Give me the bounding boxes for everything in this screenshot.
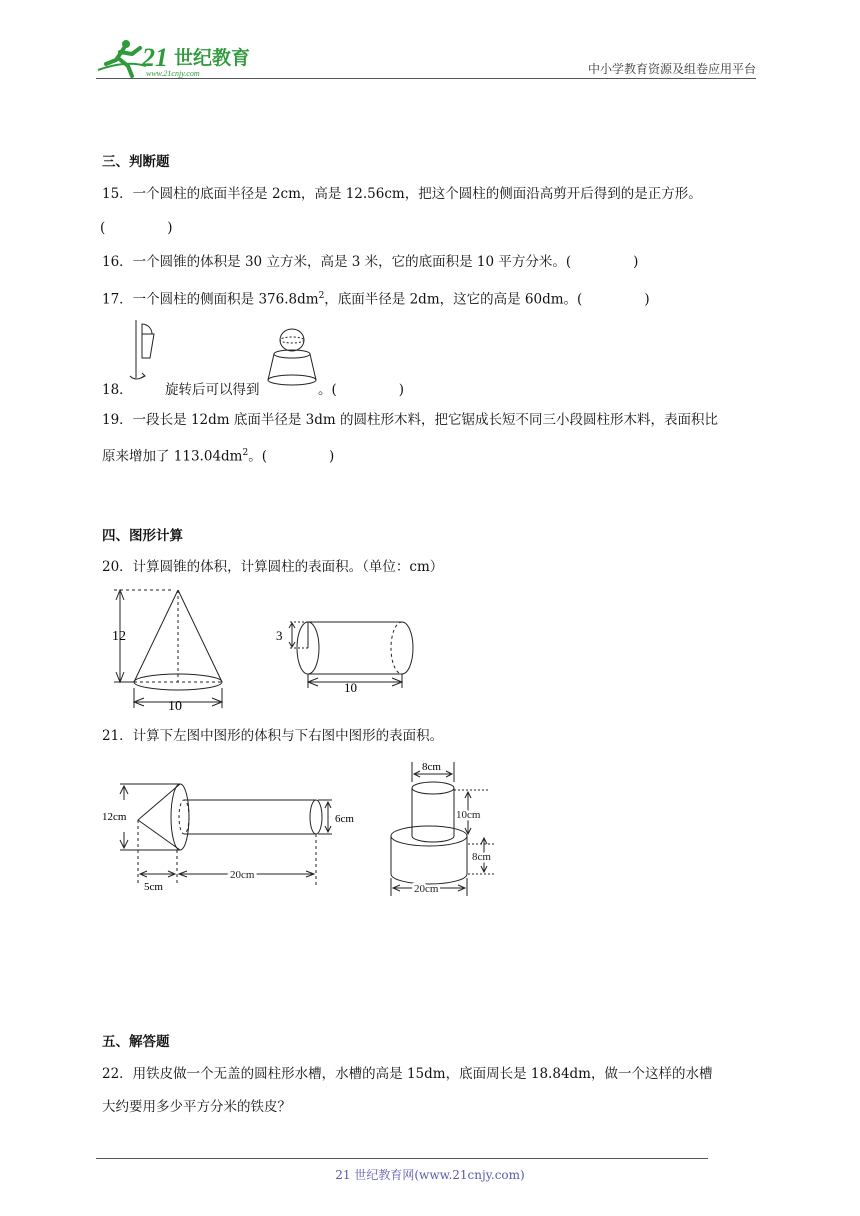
bottom-height-label: 8cm (472, 851, 491, 863)
cone-height-label: 12 (112, 629, 126, 644)
cylinder-radius-label: 3 (276, 628, 283, 643)
question-17: 17．一个圆柱的侧面积是 $376.8dm^2$，底面半径是 2dm，这它的高是 60dm。( ) (102, 291, 650, 308)
question-22-line1: 22．用铁皮做一个无盖的圆柱形水槽，水槽的高是 15dm，底面周长是 18.84dm，做一个这样的水槽 (102, 1066, 713, 1082)
section-4-title: 四、图形计算 (102, 528, 183, 544)
cylinder-figure (272, 616, 422, 694)
question-19-line2: 原来增加了 $113.04dm^2$。( ) (102, 448, 335, 465)
question-16: 16．一个圆锥的体积是 30 立方米，高是 3 米，它的底面积是 10 平方分米。( ) (102, 254, 639, 270)
logo-number: 21 (142, 43, 168, 72)
question-18-number: 18． (102, 382, 133, 398)
cylinder-diameter-6-label: 6cm (335, 813, 354, 825)
top-diameter-label: 8cm (422, 761, 441, 773)
cone-diameter-label: 10 (168, 699, 182, 712)
question-20-text: 20．计算圆锥的体积，计算圆柱的表面积。（单位：cm） (102, 559, 444, 575)
question-21-text: 21．计算下左图中图形的体积与下右图中图形的表面积。 (102, 728, 444, 744)
stacked-cylinders-figure (384, 758, 504, 900)
header-divider (96, 78, 756, 79)
bottom-diameter-label: 20cm (414, 883, 439, 895)
section-3-title: 三、判断题 (102, 154, 170, 170)
footer-text: 21 世纪教育网(www.21cnjy.com) (335, 1168, 525, 1182)
question-22-line2: 大约要用多少平方分米的铁皮？ (102, 1099, 291, 1115)
cone-figure (104, 584, 234, 712)
cylinder-length-20-label: 20cm (230, 869, 255, 881)
cone-height-5-label: 5cm (144, 881, 163, 893)
cone-cylinder-figure (100, 774, 370, 896)
question-18-end: 。( ) (318, 382, 405, 398)
question-15-text: 15．一个圆柱的底面半径是 2cm，高是 12.56cm，把这个圆柱的侧面沿高剪开后得到的是正方形。 (102, 186, 702, 202)
rotated-solid-figure (262, 326, 322, 392)
footer-divider (96, 1158, 708, 1159)
section-5-title: 五、解答题 (102, 1034, 170, 1050)
cylinder-length-label: 10 (344, 680, 357, 694)
top-height-label: 10cm (456, 809, 481, 821)
logo (96, 36, 266, 80)
logo-url: www.21cnjy.com (146, 69, 200, 78)
logo-text: 世纪教育 (174, 48, 251, 69)
question-15-answer: ( ) (100, 220, 173, 236)
question-18-mid: 旋转后可以得到 (165, 382, 260, 398)
question-19-line1: 19．一段长是 12dm 底面半径是 3dm 的圆柱形木料，把它锯成长短不同三小段圆柱形木料，表面积比 (102, 412, 718, 428)
rotation-shape-figure (128, 318, 164, 388)
cone-diameter-12-label: 12cm (102, 811, 127, 823)
header-platform-text: 中小学教育资源及组卷应用平台 (587, 62, 756, 76)
runner-icon (98, 40, 146, 76)
